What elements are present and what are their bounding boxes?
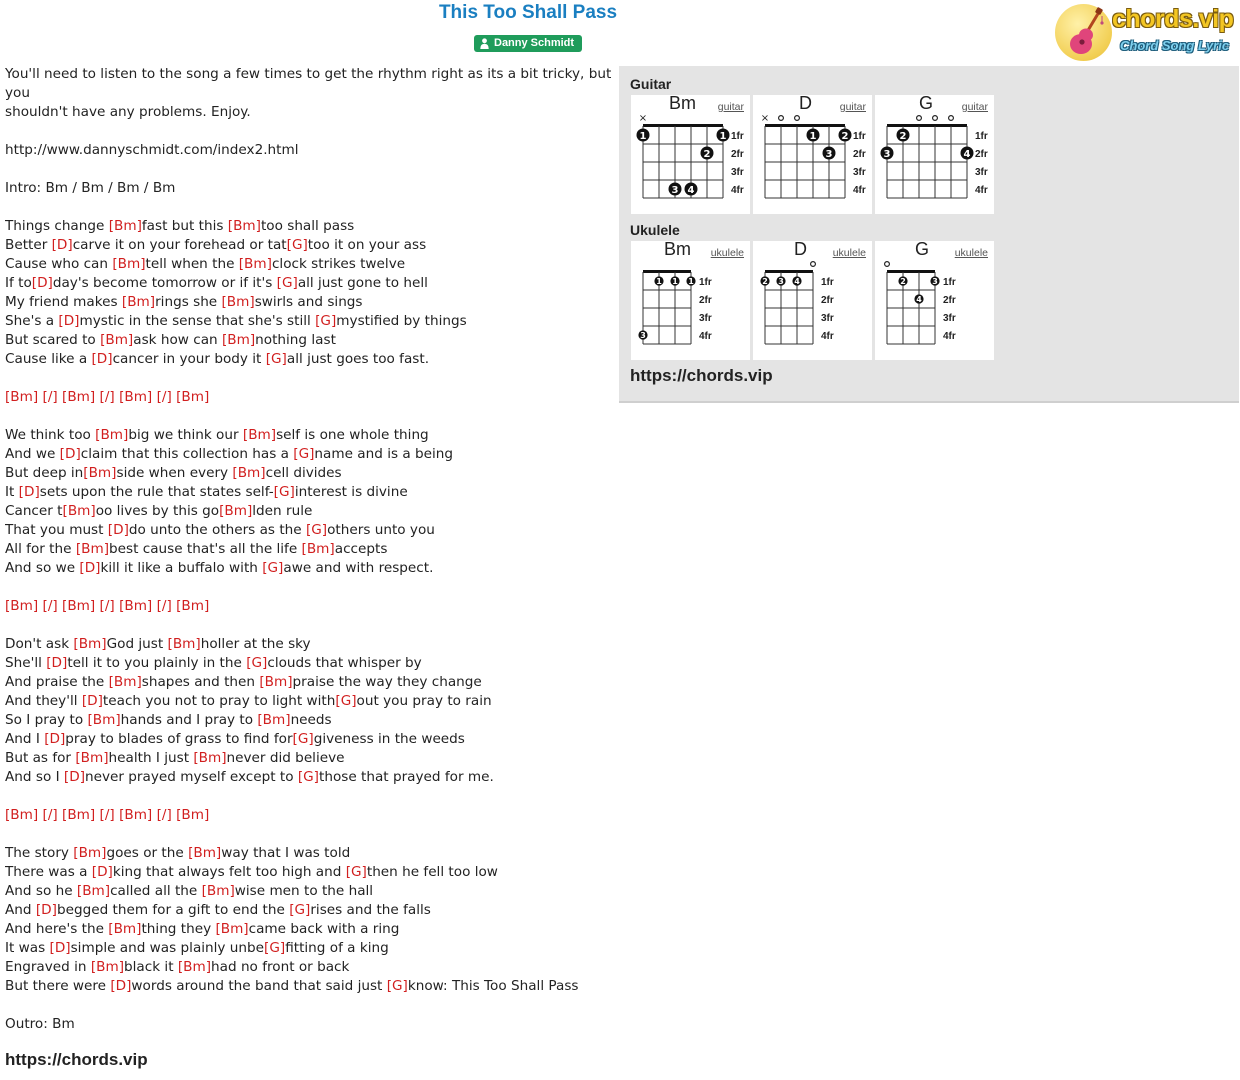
chord-marker[interactable]: [Bm] (5, 598, 39, 614)
lyric-line: Better [D]carve it on your forehead or tat[G]too it on your ass (5, 237, 427, 253)
lyric-line: And they'll [D]teach you not to pray to light with[G]out you pray to rain (5, 693, 492, 709)
chord-marker[interactable]: [Bm] (119, 389, 153, 405)
chord-marker[interactable]: [G] (265, 351, 287, 367)
chord-marker[interactable]: [Bm] (62, 503, 96, 519)
lyric-line: Cancer t[Bm]oo lives by this go[Bm]lden rule (5, 503, 313, 519)
chord-marker[interactable]: [G] (293, 446, 315, 462)
chord-type-link[interactable]: guitar (961, 101, 988, 113)
fret-label: 1fr (943, 277, 956, 288)
lyric-line: And so I [D]never prayed myself except to [G]those that prayed for me. (5, 769, 494, 785)
chord-marker[interactable]: [Bm] (95, 427, 129, 443)
lyric-line: The story [Bm]goes or the [Bm]way that I was told (5, 845, 351, 861)
lyric-line: you (5, 85, 30, 101)
chord-diagram (875, 241, 994, 360)
lyric-line: But deep in[Bm]side when every [Bm]cell divides (5, 465, 342, 481)
muted-string-mark: × (760, 113, 770, 124)
chord-marker[interactable]: [Bm] (176, 598, 210, 614)
lyric-line: There was a [D]king that always felt too high and [G]then he fell too low (5, 864, 498, 880)
finger-number: 2 (899, 131, 907, 142)
site-logo[interactable] (1054, 3, 1236, 63)
fret-label: 1fr (731, 131, 744, 142)
lyric-line: Don't ask [Bm]God just [Bm]holler at the sky (5, 636, 311, 652)
nut (887, 124, 967, 127)
fret-label: 4fr (731, 185, 744, 196)
chord-marker[interactable]: [Bm] (62, 598, 96, 614)
fret-label: 1fr (853, 131, 866, 142)
lyric-line: We think too [Bm]big we think our [Bm]self is one whole thing (5, 427, 429, 443)
guitar-icon (1054, 3, 1114, 63)
lyric-line: It [D]sets upon the rule that states self-[G]interest is divine (5, 484, 408, 500)
chord-marker[interactable]: [Bm] (177, 959, 212, 975)
fret-label: 1fr (821, 277, 834, 288)
fret-label: 1fr (699, 277, 712, 288)
guitar-heading: Guitar (630, 76, 672, 92)
chord-marker[interactable]: [/] (99, 807, 115, 823)
finger-number: 3 (640, 331, 646, 340)
chord-marker[interactable]: [Bm] (193, 750, 227, 766)
lyric-line: If to[D]day's become tomorrow or if it's [G]all just gone to hell (5, 275, 428, 291)
fret-label: 1fr (975, 131, 988, 142)
chord-marker[interactable]: [D] (91, 351, 113, 367)
lyric-line (5, 578, 615, 597)
song-title: This Too Shall Pass (438, 2, 618, 23)
chord-marker[interactable]: [D] (58, 313, 80, 329)
open-string-mark (779, 116, 784, 121)
fret-label: 3fr (943, 313, 956, 324)
chord-marker[interactable]: [D] (49, 940, 71, 956)
chord-marker[interactable]: [D] (107, 522, 129, 538)
finger-number: 1 (672, 277, 678, 286)
open-string-mark (811, 262, 816, 267)
fret-label: 4fr (975, 185, 988, 196)
chord-marker[interactable]: [Bm] (119, 807, 153, 823)
footer-site-link[interactable]: https://chords.vip (5, 1050, 148, 1069)
chord-marker[interactable]: [Bm] (76, 883, 111, 899)
lyric-line (5, 825, 615, 844)
panel-site-link[interactable]: https://chords.vip (630, 366, 773, 385)
finger-number: 1 (719, 131, 727, 142)
finger-number: 1 (639, 131, 647, 142)
lyric-line (5, 369, 615, 388)
ukulele-heading: Ukulele (630, 222, 680, 238)
lyric-line: And we [D]claim that this collection has a [G]name and is a being (5, 446, 454, 462)
chord-marker[interactable]: [D] (63, 769, 85, 785)
lyric-line: But as for [Bm]health I just [Bm]never did believe (5, 750, 345, 766)
open-string-mark (917, 116, 922, 121)
lyric-line (5, 407, 615, 426)
lyric-line: Things change [Bm]fast but this [Bm]too shall pass (5, 218, 355, 234)
fret-label: 3fr (821, 313, 834, 324)
chord-marker[interactable]: [Bm] (176, 807, 210, 823)
chord-marker[interactable]: [Bm] (259, 674, 293, 690)
guitar-chord-card[interactable] (631, 95, 750, 214)
chord-marker[interactable]: [/] (99, 389, 115, 405)
chord-marker[interactable]: [Bm] (121, 294, 156, 310)
lyric-line: But scared to [Bm]ask how can [Bm]nothing last (5, 332, 336, 348)
chord-marker[interactable]: [G] (286, 237, 308, 253)
fret-label: 4fr (943, 331, 956, 342)
chord-marker[interactable]: [Bm] (73, 845, 107, 861)
lyric-line (5, 388, 615, 407)
chord-marker[interactable]: [Bm] (221, 294, 255, 310)
lyric-line (5, 122, 615, 141)
lyric-line (5, 996, 615, 1015)
nut (887, 270, 935, 273)
chord-type-link[interactable]: ukulele (710, 247, 744, 259)
chord-marker[interactable]: [D] (31, 275, 53, 291)
lyric-line: But there were [D]words around the band that said just [G]know: This Too Shall Pass (5, 978, 579, 994)
chord-diagrams-panel (619, 66, 1239, 403)
finger-number: 3 (932, 277, 938, 286)
chord-marker[interactable]: [Bm] (87, 712, 121, 728)
chord-type-link[interactable]: guitar (717, 101, 744, 113)
chord-marker[interactable]: [Bm] (90, 959, 125, 975)
fret-label: 3fr (853, 167, 866, 178)
song-lyrics (5, 65, 615, 1034)
chord-marker[interactable]: [G] (345, 864, 367, 880)
chord-name: D (799, 93, 812, 113)
fret-label: 2fr (975, 149, 988, 160)
lyric-line: All for the [Bm]best cause that's all the life [Bm]accepts (5, 541, 388, 557)
lyric-line: My friend makes [Bm]rings she [Bm]swirls and sings (5, 294, 363, 310)
chord-type-link[interactable]: guitar (839, 101, 866, 113)
finger-number: 1 (656, 277, 662, 286)
chord-diagram (631, 95, 750, 214)
lyric-line: So I pray to [Bm]hands and I pray to [Bm]needs (5, 712, 332, 728)
lyric-line (5, 597, 615, 616)
finger-number: 3 (825, 149, 833, 160)
lyric-line: That you must [D]do unto the others as the [G]others unto you (5, 522, 435, 538)
chord-marker[interactable]: [Bm] (215, 921, 249, 937)
lyric-line: shouldn't have any problems. Enjoy. (5, 104, 251, 120)
chord-marker[interactable]: [Bm] (108, 218, 142, 234)
finger-number: 4 (963, 149, 971, 160)
finger-number: 3 (671, 185, 679, 196)
chord-marker[interactable]: [/] (42, 807, 58, 823)
artist-name: Danny Schmidt (494, 37, 575, 49)
person-icon (480, 38, 489, 49)
chord-marker[interactable]: [Bm] (119, 598, 153, 614)
guitar-chord-card[interactable] (875, 95, 994, 214)
chord-marker[interactable]: [Bm] (238, 256, 272, 272)
lyric-line: And so he [Bm]called all the [Bm]wise men to the hall (5, 883, 374, 899)
lyric-line: It was [D]simple and was plainly unbe[G]fitting of a king (5, 940, 389, 956)
fret-label: 2fr (943, 295, 956, 306)
lyric-line: http://www.dannyschmidt.com/index2.html (5, 142, 299, 158)
finger-number: 2 (762, 277, 768, 286)
lyric-line (5, 787, 615, 806)
lyric-line: Intro: Bm / Bm / Bm / Bm (5, 180, 176, 196)
chord-marker[interactable]: [G] (273, 484, 295, 500)
chord-marker[interactable]: [Bm] (108, 921, 142, 937)
finger-number: 3 (883, 149, 891, 160)
finger-number: 4 (687, 185, 695, 196)
lyric-line: And I [D]pray to blades of grass to find for[G]giveness in the weeds (5, 731, 465, 747)
open-string-mark (885, 262, 890, 267)
finger-number: 4 (794, 277, 800, 286)
nut (765, 270, 813, 273)
chord-marker[interactable]: [/] (42, 598, 58, 614)
logo-tagline: Chord Song Lyric (1120, 38, 1230, 53)
lyric-line: Cause like a [D]cancer in your body it [G]all just goes too fast. (5, 351, 430, 367)
chord-marker[interactable]: [Bm] (73, 636, 107, 652)
chord-marker[interactable]: [Bm] (221, 332, 256, 348)
chord-marker[interactable]: [G] (276, 275, 298, 291)
lyric-line: And [D]begged them for a gift to end the [G]rises and the falls (5, 902, 431, 918)
chord-name: G (915, 239, 930, 259)
chord-diagram (753, 95, 872, 214)
fret-label: 2fr (853, 149, 866, 160)
chord-marker[interactable]: [D] (46, 655, 68, 671)
chord-marker[interactable]: [Bm] (227, 218, 261, 234)
chord-name: D (794, 239, 807, 259)
chord-marker[interactable]: [/] (156, 389, 172, 405)
chord-marker[interactable]: [G] (297, 769, 319, 785)
chord-marker[interactable]: [Bm] (75, 750, 109, 766)
chord-marker[interactable]: [Bm] (219, 503, 253, 519)
chord-marker[interactable]: [Bm] (108, 674, 142, 690)
chord-name: Bm (669, 93, 696, 113)
open-string-mark (949, 116, 954, 121)
chord-marker[interactable]: [G] (264, 940, 286, 956)
open-string-mark (795, 116, 800, 121)
chord-marker[interactable]: [D] (59, 446, 81, 462)
nut (765, 124, 845, 127)
chord-marker[interactable]: [Bm] (257, 712, 291, 728)
chord-marker[interactable]: [Bm] (112, 256, 146, 272)
chord-marker[interactable]: [Bm] (176, 389, 210, 405)
chord-marker[interactable]: [G] (262, 560, 284, 576)
lyric-line: And here's the [Bm]thing they [Bm]came back with a ring (5, 921, 400, 937)
finger-number: 2 (900, 277, 906, 286)
chord-marker[interactable]: [D] (79, 560, 101, 576)
chord-marker[interactable]: [D] (18, 484, 40, 500)
chord-marker[interactable]: [G] (315, 313, 337, 329)
lyric-line: Outro: Bm (5, 1016, 75, 1032)
ukulele-chord-card[interactable] (753, 241, 872, 360)
chord-marker[interactable]: [Bm] (188, 845, 222, 861)
chord-type-link[interactable]: ukulele (832, 247, 866, 259)
chord-marker[interactable]: [Bm] (62, 389, 96, 405)
fret-label: 4fr (821, 331, 834, 342)
chord-marker[interactable]: [/] (42, 389, 58, 405)
lyric-line: She'll [D]tell it to you plainly in the [G]clouds that whisper by (5, 655, 422, 671)
chord-diagram (753, 241, 872, 360)
chord-marker[interactable]: [/] (156, 807, 172, 823)
chord-marker[interactable]: [D] (51, 237, 73, 253)
artist-badge[interactable] (474, 35, 582, 52)
ukulele-chord-card[interactable] (631, 241, 750, 360)
chord-name: G (919, 93, 934, 113)
finger-number: 1 (688, 277, 694, 286)
chord-diagram (875, 95, 994, 214)
chord-name: Bm (664, 239, 691, 259)
lyric-line: And praise the [Bm]shapes and then [Bm]praise the way they change (5, 674, 482, 690)
chord-marker[interactable]: [/] (99, 598, 115, 614)
open-string-mark (933, 116, 938, 121)
lyric-line: She's a [D]mystic in the sense that she's still [G]mystified by things (5, 313, 467, 329)
lyric-line (5, 198, 615, 217)
chord-marker[interactable]: [/] (156, 598, 172, 614)
lyric-line (5, 806, 615, 825)
chord-marker[interactable]: [Bm] (100, 332, 134, 348)
fret-label: 2fr (699, 295, 712, 306)
chord-marker[interactable]: [D] (81, 693, 103, 709)
nut (643, 124, 723, 127)
fret-label: 3fr (699, 313, 712, 324)
chord-marker[interactable]: [Bm] (201, 883, 235, 899)
lyric-line: Cause who can [Bm]tell when the [Bm]clock strikes twelve (5, 256, 406, 272)
chord-marker[interactable]: [Bm] (62, 807, 96, 823)
fret-label: 4fr (853, 185, 866, 196)
lyric-line (5, 160, 615, 179)
chord-marker[interactable]: [Bm] (5, 807, 39, 823)
chord-marker[interactable]: [Bm] (242, 427, 277, 443)
fret-label: 4fr (699, 331, 712, 342)
lyric-line: You'll need to listen to the song a few times to get the rhythm right as its a bit tricky, but (5, 66, 612, 82)
chord-type-link[interactable]: ukulele (954, 247, 988, 259)
guitar-chord-card[interactable] (753, 95, 872, 214)
ukulele-chord-card[interactable] (875, 241, 994, 360)
chord-marker[interactable]: [Bm] (167, 636, 201, 652)
lyric-line: Engraved in [Bm]black it [Bm]had no front or back (5, 959, 350, 975)
lyric-line (5, 616, 615, 635)
finger-number: 1 (809, 131, 817, 142)
chord-marker[interactable]: [G] (386, 978, 408, 994)
chord-marker[interactable]: [G] (335, 693, 357, 709)
fret-label: 3fr (731, 167, 744, 178)
chord-marker[interactable]: [Bm] (83, 465, 117, 481)
chord-marker[interactable]: [Bm] (75, 541, 110, 557)
chord-marker[interactable]: [D] (35, 902, 57, 918)
fret-label: 3fr (975, 167, 988, 178)
chord-marker[interactable]: [D] (110, 978, 132, 994)
chord-marker[interactable]: [Bm] (232, 465, 266, 481)
chord-marker[interactable]: [D] (44, 731, 66, 747)
logo-wordmark: chords.vip (1112, 5, 1234, 33)
chord-marker[interactable]: [G] (246, 655, 268, 671)
finger-number: 3 (778, 277, 784, 286)
finger-number: 2 (703, 149, 711, 160)
finger-number: 2 (841, 131, 849, 142)
fret-label: 2fr (731, 149, 744, 160)
chord-marker[interactable]: [Bm] (5, 389, 39, 405)
chord-marker[interactable]: [G] (305, 522, 328, 538)
nut (643, 270, 691, 273)
chord-marker[interactable]: [D] (91, 864, 113, 880)
finger-number: 4 (916, 295, 922, 304)
chord-marker[interactable]: [Bm] (301, 541, 335, 557)
chord-marker[interactable]: [G] (292, 731, 314, 747)
chord-diagram (631, 241, 750, 360)
fret-label: 2fr (821, 295, 834, 306)
lyric-line: And so we [D]kill it like a buffalo with [G]awe and with respect. (5, 560, 434, 576)
chord-marker[interactable]: [G] (289, 902, 311, 918)
muted-string-mark: × (638, 113, 648, 124)
